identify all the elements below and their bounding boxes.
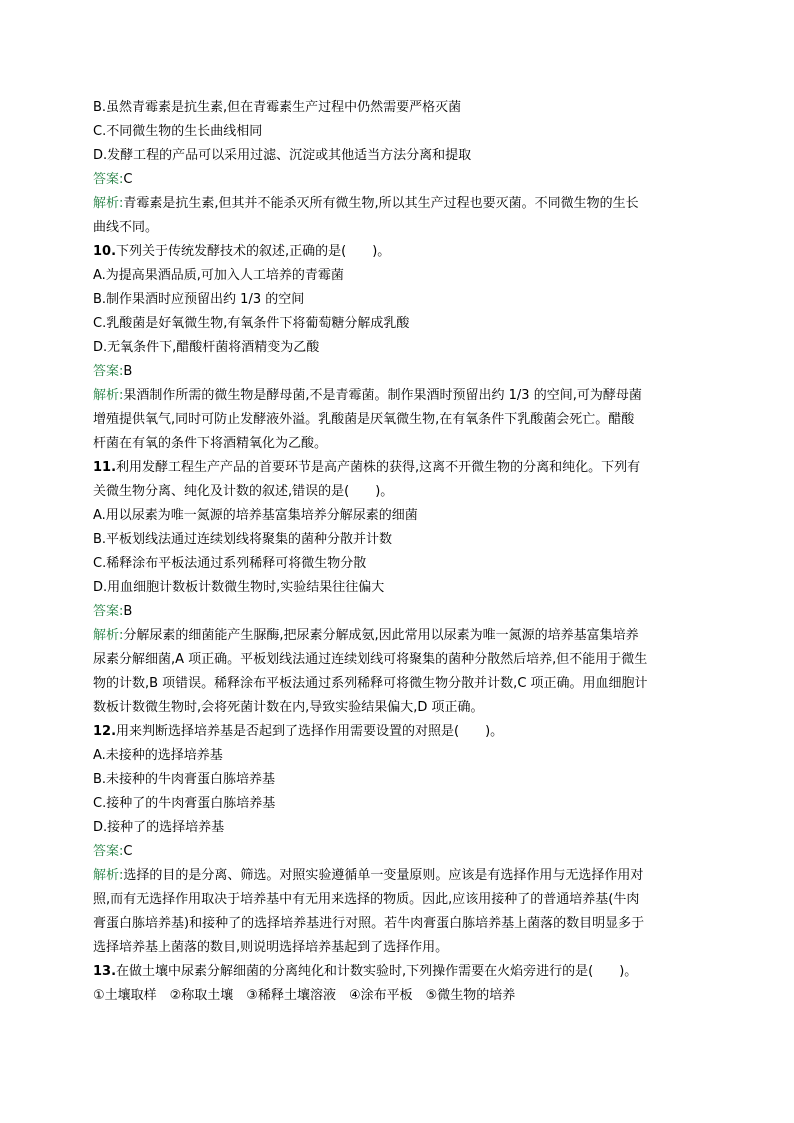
option-line: C.稀释涂布平板法通过系列稀释可将微生物分散 — [93, 556, 367, 571]
analysis-line — [93, 864, 709, 888]
question-text: 利用发酵工程生产产品的首要环节是高产菌株的获得,这离不开微生物的分离和纯化。下列有 — [116, 460, 641, 475]
answer-line — [93, 840, 709, 864]
document-page — [93, 96, 709, 1008]
question-number: 12. — [93, 724, 117, 739]
analysis-text: 分解尿素的细菌能产生脲酶,把尿素分解成氨,因此常用以尿素为唯一氮源的培养基富集培养 — [123, 628, 639, 643]
question-text: 在做土壤中尿素分解细菌的分离纯化和计数实验时,下列操作需要在火焰旁进行的是( )。 — [116, 964, 638, 979]
answer-line — [93, 360, 709, 384]
analysis-text: 果酒制作所需的微生物是酵母菌,不是青霉菌。制作果酒时预留出约 1/3 的空间,可为酵母菌 — [123, 388, 642, 403]
analysis-label: 解析: — [93, 196, 124, 211]
question-number: 11. — [93, 460, 117, 475]
option-line: A.未接种的选择培养基 — [93, 748, 223, 763]
question-line — [93, 960, 709, 984]
answer-value: C — [123, 172, 133, 187]
option-line: B.虽然青霉素是抗生素,但在青霉素生产过程中仍然需要严格灭菌 — [93, 100, 462, 115]
answer-line — [93, 168, 709, 192]
answer-value: B — [123, 604, 133, 619]
analysis-line: 膏蛋白胨培养基)和接种了的选择培养基进行对照。若牛肉膏蛋白胨培养基上菌落的数目明显多于 — [93, 916, 645, 931]
analysis-line — [93, 624, 709, 648]
option-line: C.乳酸菌是好氧微生物,有氧条件下将葡萄糖分解成乳酸 — [93, 316, 410, 331]
question-line — [93, 240, 709, 264]
question-line — [93, 456, 709, 480]
answer-label: 答案: — [93, 604, 124, 619]
analysis-line — [93, 384, 709, 408]
option-line: A.用以尿素为唯一氮源的培养基富集培养分解尿素的细菌 — [93, 508, 418, 523]
option-line: D.发酵工程的产品可以采用过滤、沉淀或其他适当方法分离和提取 — [93, 148, 472, 163]
option-line: C.不同微生物的生长曲线相同 — [93, 124, 263, 139]
analysis-line: 曲线不同。 — [93, 220, 159, 235]
question-line: 关微生物分离、纯化及计数的叙述,错误的是( )。 — [93, 484, 394, 499]
answer-value: B — [123, 364, 133, 379]
question-text: 用来判断选择培养基是否起到了选择作用需要设置的对照是( )。 — [116, 724, 504, 739]
answer-value: C — [123, 844, 133, 859]
analysis-line: 杆菌在有氧的条件下将酒精氧化为乙酸。 — [93, 436, 328, 451]
answer-line — [93, 600, 709, 624]
answer-label: 答案: — [93, 844, 124, 859]
analysis-line: 数板计数微生物时,会将死菌计数在内,导致实验结果偏大,D 项正确。 — [93, 700, 484, 715]
analysis-text: 青霉素是抗生素,但其并不能杀灭所有微生物,所以其生产过程也要灭菌。不同微生物的生长 — [123, 196, 639, 211]
analysis-line: 尿素分解细菌,A 项正确。平板划线法通过连续划线可将聚集的菌种分散然后培养,但不能用于微生 — [93, 652, 648, 667]
option-line: D.无氧条件下,醋酸杆菌将酒精变为乙酸 — [93, 340, 320, 355]
analysis-line: 增殖提供氧气,同时可防止发酵液外溢。乳酸菌是厌氧微生物,在有氧条件下乳酸菌会死亡。醋酸 — [93, 412, 635, 427]
option-line: B.平板划线法通过连续划线将聚集的菌种分散并计数 — [93, 532, 393, 547]
question-line — [93, 720, 709, 744]
analysis-line: 物的计数,B 项错误。稀释涂布平板法通过系列稀释可将微生物分散并计数,C 项正确。用血细胞计 — [93, 676, 648, 691]
option-line: C.接种了的牛肉膏蛋白胨培养基 — [93, 796, 276, 811]
analysis-line: 照,而有无选择作用取决于培养基中有无用来选择的物质。因此,应该用接种了的普通培养基(牛肉 — [93, 892, 640, 907]
analysis-text: 选择的目的是分离、筛选。对照实验遵循单一变量原则。应该是有选择作用与无选择作用对 — [123, 868, 644, 883]
answer-label: 答案: — [93, 172, 124, 187]
answer-label: 答案: — [93, 364, 124, 379]
analysis-line: 选择培养基上菌落的数目,则说明选择培养基起到了选择作用。 — [93, 940, 449, 955]
analysis-label: 解析: — [93, 628, 124, 643]
analysis-label: 解析: — [93, 388, 124, 403]
analysis-label: 解析: — [93, 868, 124, 883]
option-line: B.制作果酒时应预留出约 1/3 的空间 — [93, 292, 305, 307]
option-line: B.未接种的牛肉膏蛋白胨培养基 — [93, 772, 276, 787]
option-line: D.用血细胞计数板计数微生物时,实验结果往往偏大 — [93, 580, 385, 595]
question-text: 下列关于传统发酵技术的叙述,正确的是( )。 — [116, 244, 391, 259]
question-number: 10. — [93, 244, 117, 259]
option-line: D.接种了的选择培养基 — [93, 820, 225, 835]
option-line: A.为提高果酒品质,可加入人工培养的青霉菌 — [93, 268, 344, 283]
question-number: 13. — [93, 964, 117, 979]
option-line: ①土壤取样 ②称取土壤 ③稀释土壤溶液 ④涂布平板 ⑤微生物的培养 — [93, 988, 516, 1003]
analysis-line — [93, 192, 709, 216]
